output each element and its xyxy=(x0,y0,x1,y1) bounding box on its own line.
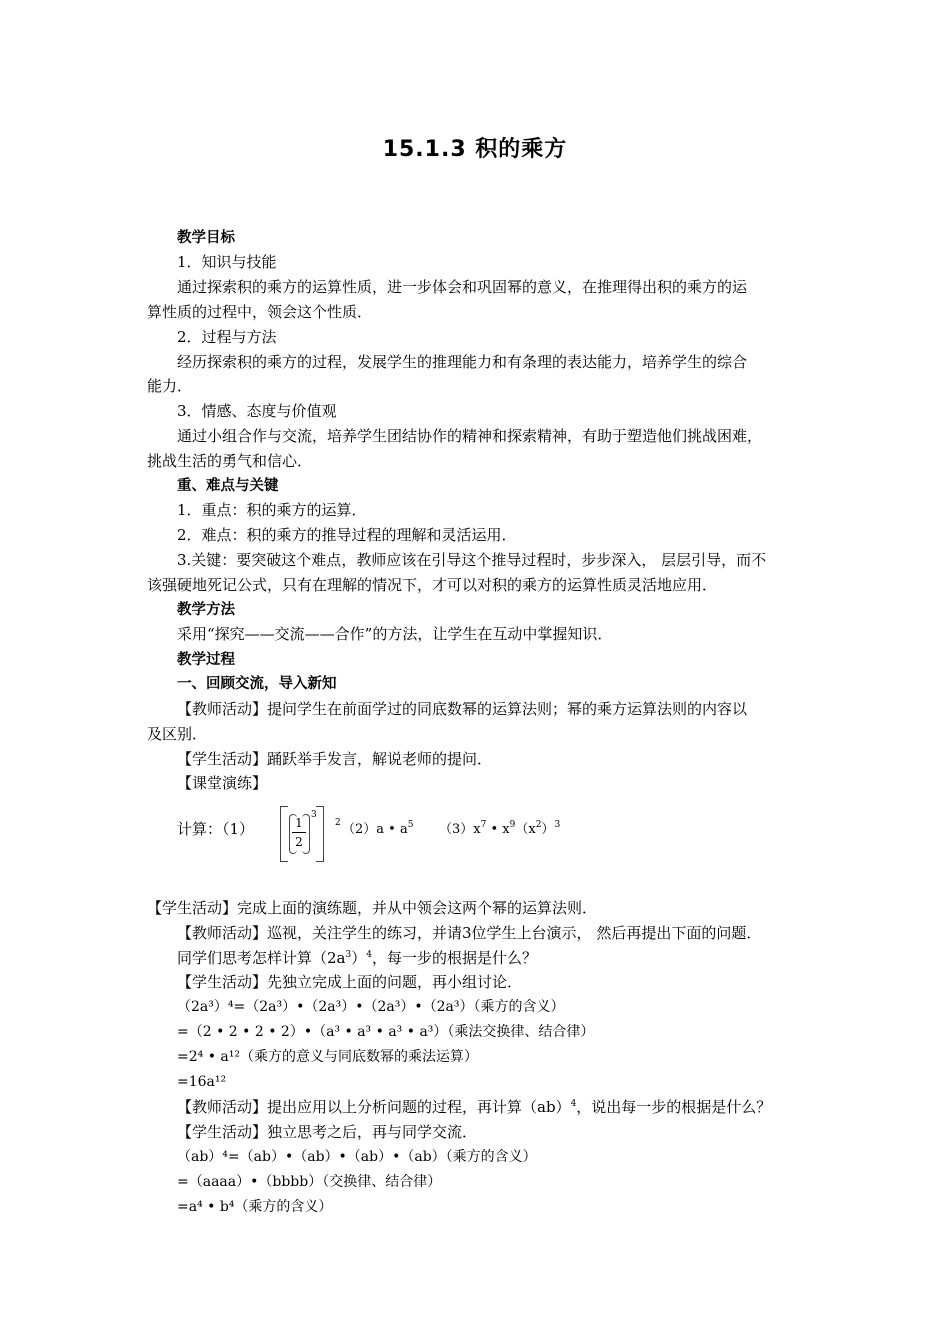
derivation-line: =a⁴ • b⁴（乘方的含义） xyxy=(177,1199,333,1215)
formula-part-3: $(3)x^7$ • $x^9(x^2)^3$ xyxy=(439,820,561,837)
paragraph: 【学生活动】独立思考之后，再与同学交流． xyxy=(177,1123,478,1141)
outer-exponent: 2 xyxy=(335,818,341,828)
left-bracket xyxy=(280,806,288,862)
right-paren xyxy=(302,814,310,854)
derivation-line: （2a³）⁴=（2a³）•（2a³）•（2a³）•（2a³）（乘方的含义） xyxy=(177,999,565,1015)
paragraph: 2．难点：积的乘方的推导过程的理解和灵活运用． xyxy=(177,526,517,544)
paragraph: 【学生活动】完成上面的演练题，并从中领会这两个幂的运算法则． xyxy=(147,899,598,917)
inner-exponent: 3 xyxy=(311,810,317,820)
paragraph: 同学们思考怎样计算$(2a^3)^4$，每一步的根据是什么？ xyxy=(177,949,537,967)
subsection-heading: 一、回顾交流，导入新知 xyxy=(177,676,337,692)
paragraph: 【教师活动】巡视，关注学生的练习，并请3位学生上台演示， 然后再提出下面的问题． xyxy=(177,924,762,942)
paragraph: 2．过程与方法 xyxy=(177,328,277,346)
formula-label: 计算：（1） xyxy=(177,820,255,838)
fraction-numerator: 1 xyxy=(292,814,306,833)
fraction-denominator: 2 xyxy=(295,835,303,849)
section-heading-methods: 教学方法 xyxy=(177,602,235,618)
paragraph: 【课堂演练】 xyxy=(177,774,268,792)
paragraph: 1．知识与技能 xyxy=(177,253,277,271)
paragraph: 【教师活动】提出应用以上分析问题的过程，再计算（ab）$^4$，说出每一步的根据是什么？ xyxy=(177,1098,772,1116)
paragraph: 【教师活动】提问学生在前面学过的同底数幂的运算法则；幂的乘方运算法则的内容以 xyxy=(177,700,748,718)
paragraph: 1．重点：积的乘方的运算． xyxy=(177,501,367,519)
formula-part-2: （2）a • $a^5$ xyxy=(342,820,414,837)
page-title: 15.1.3 积的乘方 xyxy=(382,137,568,162)
paragraph: 能力． xyxy=(147,377,193,395)
section-heading-objectives: 教学目标 xyxy=(177,230,235,246)
paragraph: 通过探索积的乘方的运算性质，进一步体会和巩固幂的意义，在推理得出积的乘方的运 xyxy=(177,278,748,296)
derivation-line: =16a¹² xyxy=(177,1074,227,1090)
paragraph: 3．情感、态度与价值观 xyxy=(177,402,337,420)
derivation-line: =2⁴ • a¹²（乘方的意义与同底数幂的乘法运算） xyxy=(177,1049,478,1065)
paragraph: 经历探索积的乘方的过程，发展学生的推理能力和有条理的表达能力，培养学生的综合 xyxy=(177,353,748,371)
paragraph: 【学生活动】踊跃举手发言，解说老师的提问． xyxy=(177,750,493,768)
section-heading-process: 教学过程 xyxy=(177,652,235,668)
paragraph: 【学生活动】先独立完成上面的问题，再小组讨论． xyxy=(177,973,523,991)
section-heading-key-points: 重、难点与关键 xyxy=(177,478,279,494)
paragraph: 挑战生活的勇气和信心． xyxy=(147,452,313,470)
paragraph: 该强硬地死记公式，只有在理解的情况下，才可以对积的乘方的运算性质灵活地应用． xyxy=(147,576,718,594)
paragraph: 采用“探究——交流——合作”的方法，让学生在互动中掌握知识． xyxy=(177,625,613,643)
derivation-line: =（aaaa）•（bbbb）（交换律、结合律） xyxy=(177,1174,442,1190)
paragraph: 通过小组合作与交流，培养学生团结协作的精神和探索精神，有助于塑造他们挑战困难， xyxy=(177,427,763,445)
paragraph: 算性质的过程中，领会这个性质． xyxy=(147,303,373,321)
derivation-line: =（2 • 2 • 2 • 2）•（a³ • a³ • a³ • a³）（乘法交换律、结合律） xyxy=(177,1024,595,1040)
derivation-line: （ab）⁴=（ab）•（ab）•（ab）•（ab）（乘方的含义） xyxy=(177,1149,537,1165)
paragraph: 3.关键：要突破这个难点，教师应该在引导这个推导过程时，步步深入， 层层引导，而不 xyxy=(177,551,767,569)
right-bracket xyxy=(316,806,324,862)
paragraph: 及区别． xyxy=(147,725,208,743)
